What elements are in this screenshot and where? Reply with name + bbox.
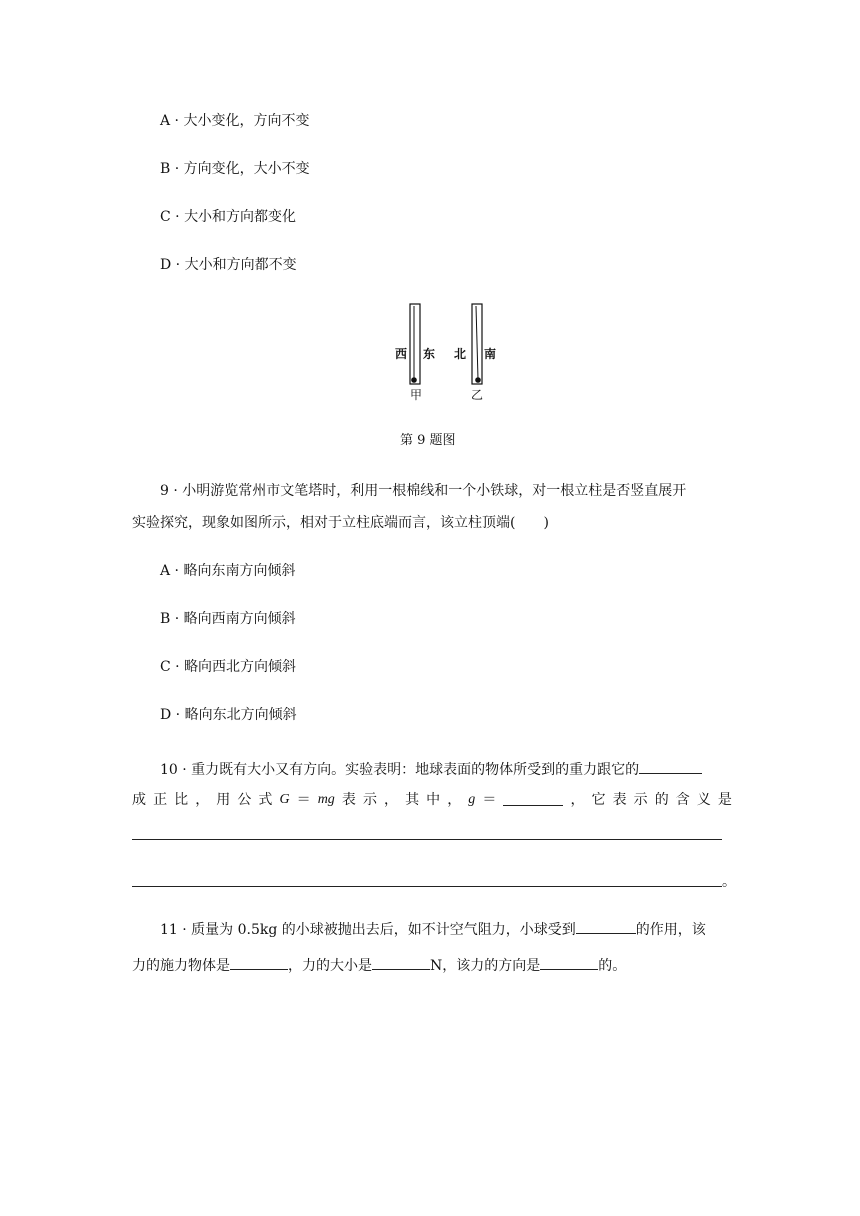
q10-equals: ＝ — [296, 792, 311, 808]
label-jia: 甲 — [410, 388, 423, 402]
q8-option-d: D · 大小和方向都不变 — [160, 257, 297, 273]
q11-blank-2[interactable] — [230, 954, 288, 970]
q11-blank-4[interactable] — [540, 954, 598, 970]
figure-caption: 第 9 题图 — [400, 433, 456, 448]
q10-word: 含 — [675, 792, 690, 808]
q8-option-b: B · 方向变化，大小不变 — [160, 161, 310, 177]
q10-word: ， — [447, 792, 462, 808]
q10-word: 公 — [237, 792, 252, 808]
label-north: 北 — [454, 347, 467, 361]
q9-option-d: D · 略向东北方向倾斜 — [160, 707, 297, 723]
q10-word: 式 — [258, 792, 273, 808]
label-yi: 乙 — [471, 388, 484, 402]
plumb-line-figure — [390, 300, 510, 409]
q10-equals: ＝ — [482, 792, 497, 808]
q10-line1 — [160, 758, 702, 780]
q11-text: 的。 — [598, 958, 627, 974]
q10-stem: 10 · 重力既有大小又有方向。实验表明：地球表面的物体所受到的重力跟它的 — [160, 762, 640, 778]
q9-option-c: C · 略向西北方向倾斜 — [160, 659, 297, 675]
q10-word: 它 — [591, 792, 606, 808]
q11-text: 的作用，该 — [635, 922, 706, 938]
q10-symbol-mg: mg — [317, 792, 335, 807]
q10-word: 示 — [633, 792, 648, 808]
q9-stem-line2: 实验探究，现象如图所示，相对于立柱底端而言，该立柱顶端( ) — [132, 515, 549, 531]
q8-option-a: A · 大小变化，方向不变 — [160, 113, 310, 129]
q11-line1 — [160, 918, 706, 940]
q10-word: 示 — [362, 792, 377, 808]
q10-blank-1[interactable] — [639, 758, 702, 774]
q10-word: 用 — [216, 792, 231, 808]
plumb-bob-jia — [411, 377, 417, 383]
q11-blank-3[interactable] — [372, 954, 430, 970]
q11-text: 力的施力物体是 — [132, 958, 230, 974]
q9-option-a: A · 略向东南方向倾斜 — [160, 563, 296, 579]
q10-word: 中 — [426, 792, 441, 808]
q10-word: 的 — [654, 792, 669, 808]
q10-blank-2[interactable] — [503, 790, 563, 806]
q10-word: 正 — [153, 792, 168, 808]
plumb-bob-yi — [475, 377, 481, 383]
q10-word: ， — [570, 792, 585, 808]
q11-blank-1[interactable] — [576, 918, 636, 934]
label-south: 南 — [484, 347, 497, 361]
q10-blank-3[interactable] — [132, 838, 722, 840]
q11-text: ，力的大小是 — [288, 958, 372, 974]
q10-word: ， — [384, 792, 398, 808]
q10-word: 其 — [405, 792, 420, 808]
q10-word: ， — [195, 792, 210, 808]
q10-symbol-G: G — [279, 792, 290, 807]
q9-option-b: B · 略向西南方向倾斜 — [160, 611, 296, 627]
q11-line2 — [132, 954, 626, 976]
q10-end-mark: 。 — [722, 874, 736, 890]
q10-word: 比 — [174, 792, 189, 808]
q8-option-c: C · 大小和方向都变化 — [160, 209, 297, 225]
q10-word: 是 — [717, 792, 732, 808]
q10-symbol-g: g — [468, 792, 476, 807]
pillar-jia — [410, 304, 420, 384]
q11-text: N，该力的方向是 — [430, 958, 541, 974]
label-east: 东 — [423, 347, 436, 361]
label-west: 西 — [395, 347, 408, 361]
q10-word: 表 — [612, 792, 627, 808]
q10-word: 义 — [696, 792, 711, 808]
q11-stem: 11 · 质量为 0.5kg 的小球被抛出去后，如不计空气阻力，小球受到 — [160, 922, 576, 938]
q10-blank-4[interactable] — [132, 885, 722, 887]
q10-line2 — [132, 790, 732, 810]
q10-word: 表 — [341, 792, 356, 808]
q9-stem-line1: 9 · 小明游览常州市文笔塔时，利用一根棉线和一个小铁球，对一根立柱是否竖直展开 — [160, 483, 687, 499]
q10-word: 成 — [132, 792, 146, 808]
